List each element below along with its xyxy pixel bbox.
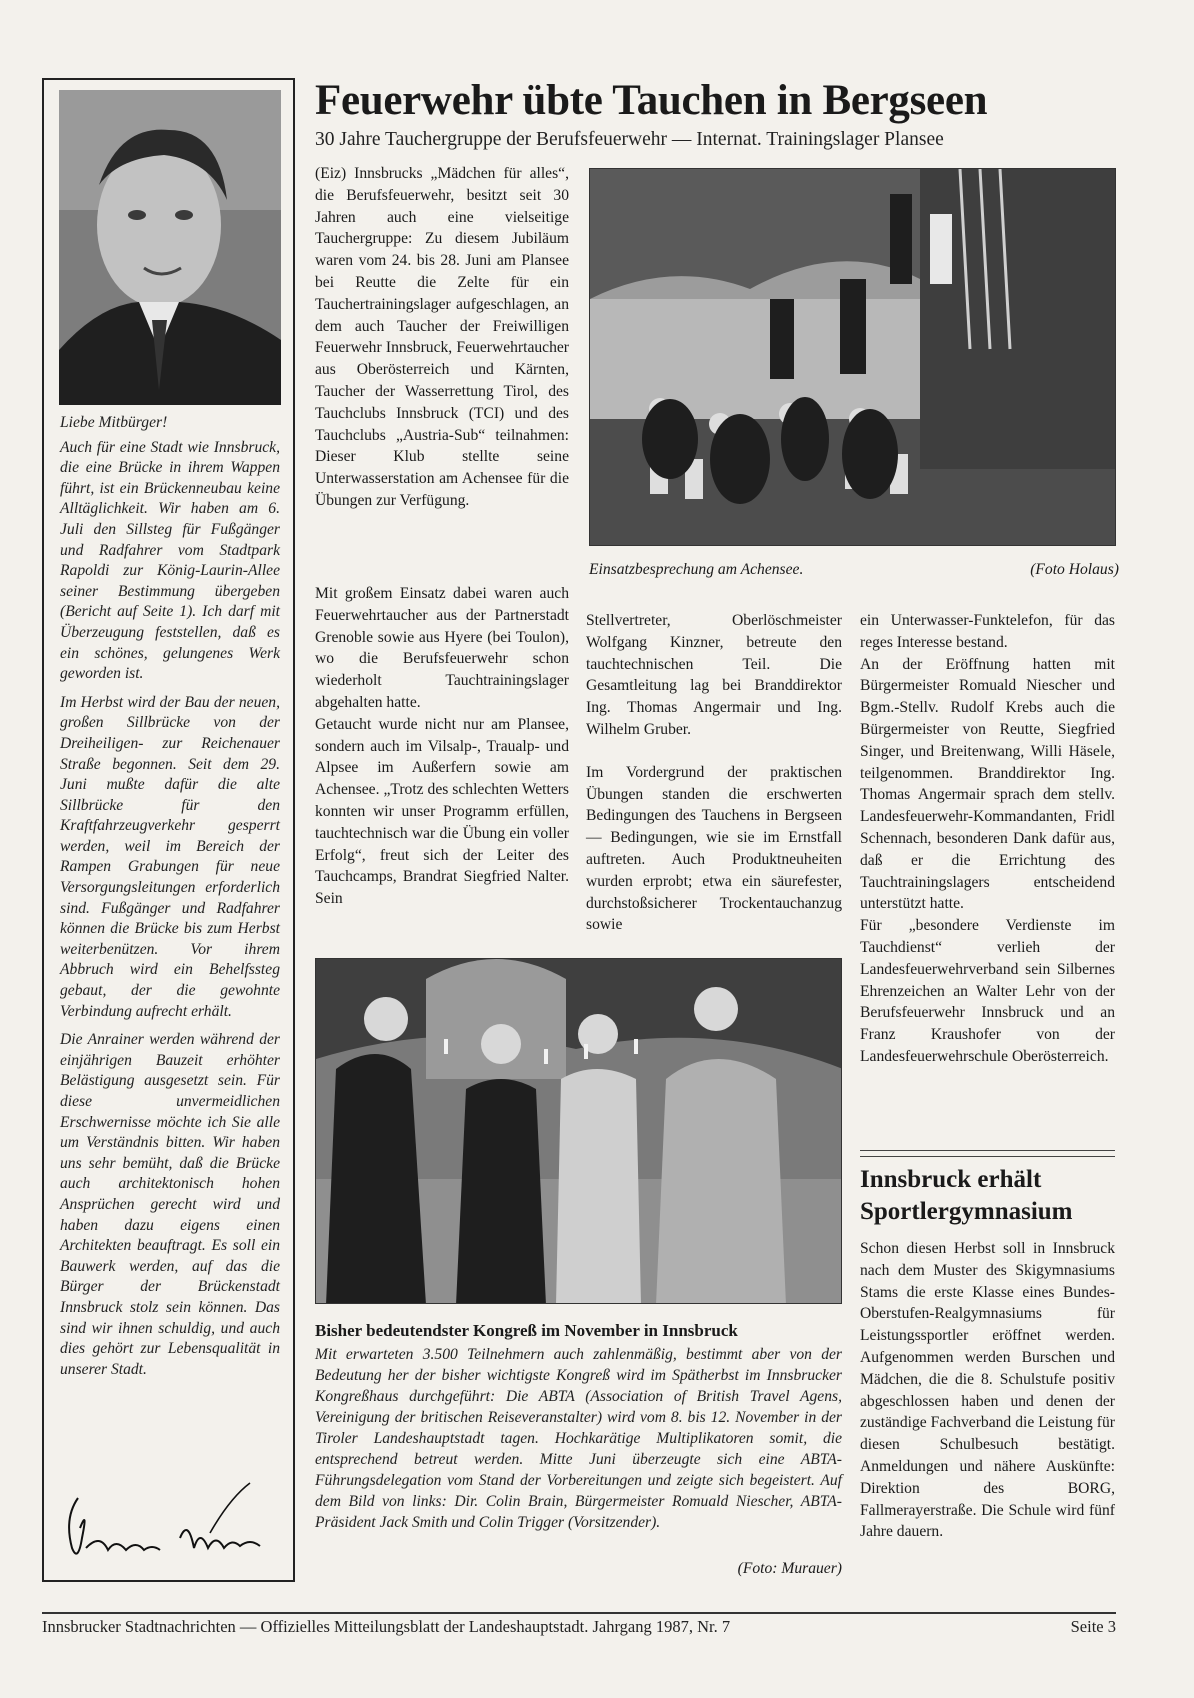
page-footer bbox=[42, 1617, 1116, 1637]
photo1-credit: (Foto Holaus) bbox=[1030, 561, 1119, 578]
photo1-caption-row bbox=[589, 561, 1119, 579]
article-paragraph: (Eiz) Innsbrucks „Mädchen für alles“, die Berufsfeuerwehr, besitzt seit 30 Jahren auch eine vielseitige Tauchergruppe: Zu diesem Jubiläum waren vom 24. bis 28. Juni am Plansee bei Reutte die Zelte für ein Tauchertrainingslager aufgeschlagen, an dem auch Taucher der Freiwilligen Feuerwehr Innsbruck, Feuerwehrtaucher aus Oberösterreich und Kärnten, Taucher der Wasserrettung Tirol, des Tauchclubs Innsbruck (TCI) und des Tauchclubs „Austria-Sub“ teilnahmen: Dieser Klub stellte seine Unterwasserstation am Achensee für die Übungen zur Verfügung. bbox=[315, 165, 569, 509]
article-paragraph: Mit großem Einsatz dabei waren auch Feuerwehrtaucher aus der Partnerstadt Grenoble sowie aus Hyere (bei Toulon), wo die Berufsfeuerwehr schon wiederholt Tauchtrainingslager abgehalten hatte. bbox=[315, 585, 569, 711]
mayor-portrait-photo bbox=[59, 90, 281, 405]
editorial-salutation: Liebe Mitbürger! bbox=[60, 414, 168, 431]
portrait-illustration bbox=[59, 90, 281, 405]
congress-photo-credit: (Foto: Murauer) bbox=[737, 1560, 842, 1577]
article-paragraph: Getaucht wurde nicht nur am Plansee, sondern auch im Vilsalp-, Traualp- und Alpsee im Außerfern sowie am Achensee. „Trotz des schlechten Wetters konnten wir unser Programm erfüllen, tauchtechnisch war die Übung ein voller Erfolg“, freut sich der Leiter des Tauchcamps, Brandrat Siegfried Nalter. Sein bbox=[315, 715, 569, 908]
toast-scene-illustration bbox=[316, 959, 842, 1304]
page-headline: Feuerwehr übte Tauchen in Bergseen bbox=[315, 77, 988, 124]
footer-divider bbox=[42, 1612, 1116, 1614]
sport-text: Schon diesen Herbst soll in Innsbruck nach dem Muster des Skigymnasiums Stams die erste Klasse eines Bundes-Oberstufen-Realgymnasiums für Leistungssportler eröffnet werden. Aufgenommen werden Burschen und Mädchen, die die 8. Schulstufe positiv abgeschlossen haben und denen der zuständige Fachverband die Leistung für diesen Schulbesuch bestätigt. Anmeldungen und nähere Auskünfte: Direktion des BORG, Fallmerayerstraße. Die Schule wird fünf Jahre dauern. bbox=[860, 1240, 1115, 1541]
congress-toast-photo bbox=[315, 958, 842, 1304]
editorial-paragraph: Auch für eine Stadt wie Innsbruck, die eine Brücke in ihrem Wappen führt, ist ein Brückenneubau keine Alltäglichkeit. Wir haben am 6. Juli den Sillsteg für Fußgänger und Radfahrer vom Stadtpark Rapoldi zur König-Laurin-Allee seiner Bestimmung übergeben (Bericht auf Seite 1). Ich darf mit Überzeugung feststellen, daß es ein schönes, gelungenes Werk geworden ist. bbox=[60, 438, 280, 683]
article-paragraph: Stellvertreter, Oberlöschmeister Wolfgang Kinzner, betreute den tauchtechnischen Teil. Die Gesamtleitung lag bei Branddirektor Ing. Thomas Angermair und Ing. Wilhelm Gruber. bbox=[586, 612, 842, 738]
editorial-paragraph: Im Herbst wird der Bau der neuen, großen Sillbrücke von der Dreiheiligen- zur Reichenauer Straße begonnen. Seit dem 29. Juni mußte dafür die alte Sillbrücke für den Kraftfahrzeugverkehr gesperrt werden, weil im Bereich der Rampen Grabungen für neue Versorgungsleitungen erforderlich sind. Fußgänger und Radfahrer können die Brücke bis zum Herbst weiterbenützen. Vor ihrem Abbruch wird ein Behelfssteg gebaut, der die gewohnte Verbindung aufrecht erhält. bbox=[60, 693, 280, 1020]
article-paragraph: Im Vordergrund der praktischen Übungen standen die erschwerten Bedingungen des Tauchens in Bergseen — Bedingungen, wie sie im Ernstfall auftreten. Auch Produktneuheiten wurden erprobt; etwa ein säurefester, durchstoßsicherer Trockentauchanzug sowie bbox=[586, 763, 842, 934]
lake-scene-illustration bbox=[590, 169, 1116, 546]
photo1-caption: Einsatzbesprechung am Achensee. bbox=[589, 561, 804, 578]
article-column-1-top bbox=[315, 163, 569, 512]
mayor-signature bbox=[60, 1478, 280, 1568]
article-column-1-bottom bbox=[315, 583, 569, 910]
editorial-paragraph: Die Anrainer werden während der einjährigen Bauzeit erhöhter Belästigung ausgesetzt sein. Für diese unvermeidlichen Erschwernisse möchte ich Sie alle um Verständnis bitten. Wir haben uns sehr bemüht, daß die Brücke auch architektonisch hohen Ansprüchen gerecht wird und haben dazu eigens einen Architekten beauftragt. Es soll ein Bauwerk werden, auf das die Bürger der Brückenstadt Innsbruck stolz sein können. Das sind wir ihnen schuldig, und auch dies gehört zur Lebensqualität in unserer Stadt. bbox=[60, 1031, 280, 1378]
congress-text: Mit erwarteten 3.500 Teilnehmern auch zahlenmäßig, bestimmt aber von der Bedeutung her der bisher wichtigste Kongreß wird im Spätherbst im Innsbrucker Kongreßhaus durchgeführt: Die ABTA (Association of British Travel Agens, Vereinigung der britischen Reiseveranstalter) wird vom 8. bis 12. November in der Tiroler Landeshauptstadt tagen. Hochkarätige Multiplikatoren somit, die entsprechend betreut werden. Mitte Juni überzeugte sich eine ABTA-Führungsdelegation vom Stand der Vorbereitungen und zeigte sich begeistert. Auf dem Bild von links: Dir. Colin Brain, Bürgermeister Romuald Niescher, ABTA-Präsident Jack Smith und Colin Trigger (Vorsitzender). bbox=[315, 1346, 842, 1531]
congress-headline: Bisher bedeutendster Kongreß im November in Innsbruck bbox=[315, 1321, 738, 1340]
footer-publication: Innsbrucker Stadtnachrichten — Offizielles Mitteilungsblatt der Landeshauptstadt. Jahrgang 1987, Nr. 7 bbox=[42, 1617, 731, 1636]
signature-drawing bbox=[60, 1478, 280, 1568]
diving-team-photo bbox=[589, 168, 1116, 546]
article-column-2 bbox=[586, 610, 842, 936]
footer-page-number: Seite 3 bbox=[1070, 1617, 1116, 1636]
editorial-text bbox=[60, 413, 280, 1388]
article-paragraph: Für „besondere Verdienste im Tauchdienst“ verlieh der Landesfeuerwehrverband sein Silbernes Ehrenzeichen an Walter Lehr von der Berufsfeuerwehr Innsbruck und an Franz Kraushofer von der Landesfeuerwehrschule Oberösterreich. bbox=[860, 917, 1115, 1065]
article-paragraph: An der Eröffnung hatten mit Bürgermeister Romuald Niescher und Bgm.-Stellv. Rudolf Krebs auch die Bürgermeister von Reutte, Siegfried Singer, und Breitenwang, Willi Häsele, teilgenommen. Branddirektor Ing. Thomas Angermair sprach dem stellv. Landesfeuerwehr-Kommandanten, Fridl Schennach, besonderen Dank dafür aus, daß er die Errichtung des Tauchtrainingslagers entscheidend unterstützt hatte. bbox=[860, 655, 1115, 913]
article-paragraph: ein Unterwasser-Funktelefon, für das reges Interesse bestand. bbox=[860, 612, 1115, 651]
article-column-3 bbox=[860, 610, 1115, 1068]
sport-headline: Innsbruck erhält Sportlergymnasium bbox=[860, 1166, 1073, 1225]
page-subheadline: 30 Jahre Tauchergruppe der Berufsfeuerwehr — Internat. Trainingslager Plansee bbox=[315, 129, 944, 150]
section-divider bbox=[860, 1150, 1115, 1157]
